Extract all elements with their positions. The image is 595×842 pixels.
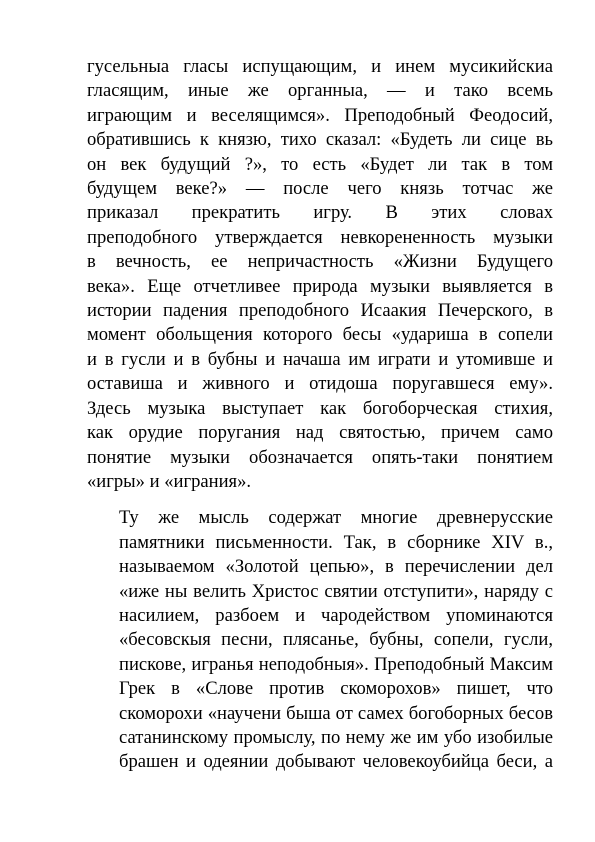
text-line: играющим и веселящимся». Преподобный Феодосий,: [87, 104, 553, 126]
text-line: называемом «Золотой цепью», в перечислении дел: [119, 556, 553, 578]
text-line: «бесовскыя песни, плясанье, бубны, сопели, гусли,: [119, 629, 553, 651]
text-line: скоморохи «научени быша от самех богоборных бесов: [119, 702, 553, 724]
text-line: понятие музыки обозначается опять-таки понятием: [87, 446, 553, 468]
text-line: Грек в «Слове против скоморохов» пишет, что: [119, 678, 553, 700]
text-line: «иже ны велить Христос святии отступити», наряду с: [119, 580, 553, 602]
text-line: памятники письменности. Так, в сборнике XIV в.,: [119, 531, 553, 553]
text-line: пискове, игранья неподобныя». Преподобный Максим: [119, 653, 553, 675]
text-line: оставиша и живного и отидоша поругавшеся ему».: [87, 373, 553, 395]
text-line: будущем веке?» — после чего князь тотчас же: [87, 178, 553, 200]
text-line: гласящим, иные же органныа, — и тако всемь: [87, 80, 553, 102]
text-line: момент обольщения которого бесы «удариша в сопели: [87, 324, 553, 346]
text-line: и в гусли и в бубны и начаша им играти и утомивше и: [87, 348, 553, 370]
text-line: он век будущий ?», то есть «Будет ли так в том: [87, 153, 553, 175]
text-line: истории падения преподобного Исаакия Печерского, в: [87, 300, 553, 322]
text-line: преподобного утверждается невкорененность музыки: [87, 226, 553, 248]
paragraph-1: [87, 55, 553, 494]
text-line: Ту же мысль содержат многие древнерусские: [119, 507, 553, 529]
text-line: сатанинскому промыслу, по нему же им убо изобилые: [119, 726, 553, 748]
text-line: века». Еще отчетливее природа музыки выявляется в: [87, 275, 553, 297]
text-line: Здесь музыка выступает как богоборческая стихия,: [87, 397, 553, 419]
text-line: как орудие поругания над святостью, причем само: [87, 422, 553, 444]
text-line: насилием, разбоем и чародейством упоминаются: [119, 604, 553, 626]
text-line: обратившись к князю, тихо сказал: «Будеть ли сице вь: [87, 129, 553, 151]
text-line: брашен и одеянии добывают человекоубийца беси, а: [119, 751, 553, 773]
text-line: «игры» и «играния».: [87, 470, 252, 492]
text-line: в вечность, ее непричастность «Жизни Будущего: [87, 251, 553, 273]
paragraph-2: [87, 506, 553, 774]
document-page: [87, 55, 553, 775]
text-line: гусельныа гласы испущающим, и инем мусикийскиа: [87, 56, 553, 77]
text-line: приказал прекратить игру. В этих словах: [87, 202, 553, 224]
